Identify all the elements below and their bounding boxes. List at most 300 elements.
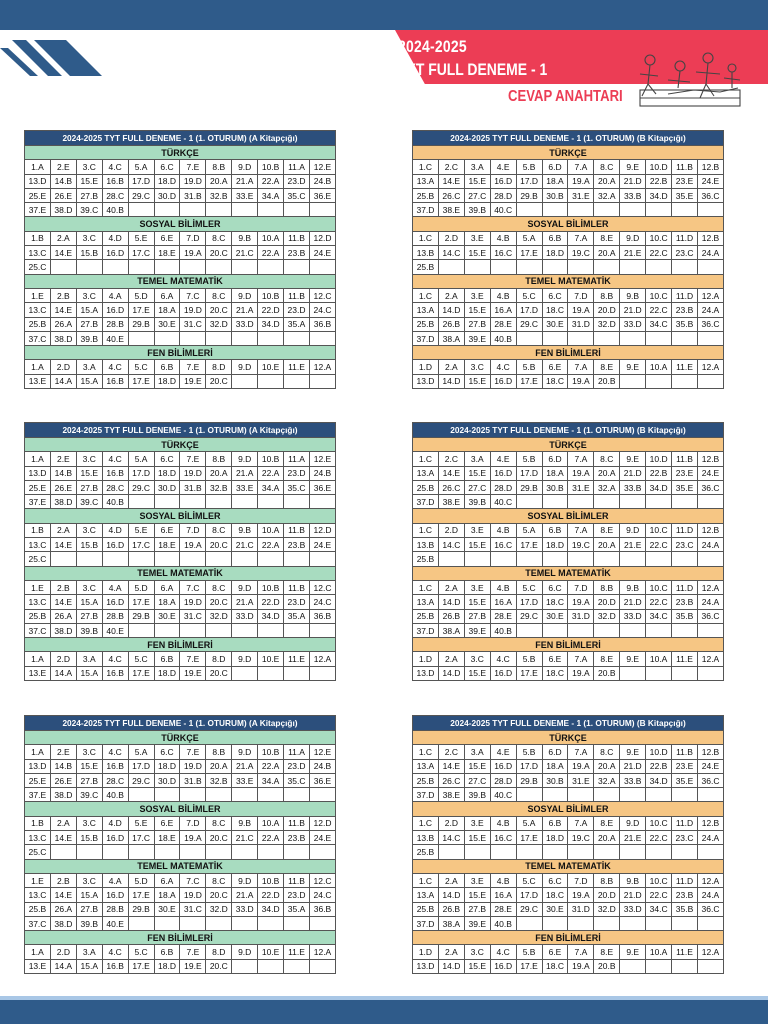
answer-cell: 18.D [154,374,180,388]
answer-cell: 16.D [102,246,128,260]
answer-cell: 35.C [284,773,310,787]
answer-cell: 11.D [672,523,698,537]
decorative-stripes [0,40,110,80]
answer-cell: 4.C [102,160,128,174]
answer-cell: 4.C [102,652,128,666]
answer-cell [464,552,490,566]
answer-cell: 22.D [258,888,284,902]
answer-cell: 1.C [413,816,439,830]
answer-cell: 23.D [284,466,310,480]
answer-cell: 10.A [646,652,672,666]
answer-cell: 10.E [258,360,284,374]
answer-cell: 1.C [413,288,439,302]
answer-cell: 18.D [154,666,180,680]
answer-cell: 21.E [620,246,646,260]
table-row [25,745,336,759]
answer-cell: 32.D [594,609,620,623]
answer-cell [284,374,310,388]
section-header: FEN BİLİMLERİ [413,931,724,945]
answer-cell: 7.D [568,288,594,302]
section-header: TEMEL MATEMATİK [25,274,336,288]
answer-cell: 12.B [697,745,723,759]
answer-cell: 1.D [413,945,439,959]
answer-cell: 39.B [76,331,102,345]
answer-cell: 30.E [154,902,180,916]
answer-cell: 23.D [284,888,310,902]
answer-cell [438,260,464,274]
answer-cell: 13.C [25,303,51,317]
answer-cell [646,788,672,802]
answer-cell [620,495,646,509]
answer-cell: 33.B [620,773,646,787]
section-header: SOSYAL BİLİMLER [413,509,724,523]
answer-cell: 24.A [697,246,723,260]
answer-cell: 8.C [594,745,620,759]
answer-cell: 25.B [413,773,439,787]
answer-cell: 30.B [542,188,568,202]
answer-cell: 17.D [516,888,542,902]
answer-cell: 34.A [258,773,284,787]
answer-cell: 13.E [25,374,51,388]
answer-cell [232,916,258,930]
answer-cell: 8.C [206,231,232,245]
answer-cell [232,666,258,680]
answer-cell: 6.B [154,360,180,374]
answer-cell: 15.B [76,831,102,845]
answer-cell: 15.E [464,595,490,609]
answer-cell: 26.E [50,188,76,202]
answer-cell: 13.D [413,666,439,680]
answer-cell: 23.E [672,466,698,480]
answer-cell: 4.D [102,816,128,830]
answer-cell: 38.D [50,623,76,637]
answer-cell: 22.A [258,831,284,845]
answer-cell: 8.C [206,873,232,887]
answer-cell: 7.A [568,231,594,245]
answer-cell [128,260,154,274]
answer-cell: 27.B [76,317,102,331]
answer-cell: 32.A [594,188,620,202]
answer-cell [180,623,206,637]
answer-cell: 24.B [309,174,335,188]
answer-cell: 20.A [206,759,232,773]
answer-cell: 12.B [697,160,723,174]
answer-cell: 2.A [50,231,76,245]
answer-cell: 26.C [438,188,464,202]
answer-cell: 32.A [594,773,620,787]
answer-cell: 13.C [25,888,51,902]
table-row [25,523,336,537]
answer-cell: 21.D [620,174,646,188]
answer-cell: 32.D [206,609,232,623]
answer-key-booklet-a-copy-3 [24,715,336,974]
answer-cell: 11.B [672,745,698,759]
answer-cell: 26.C [438,480,464,494]
answer-cell [206,203,232,217]
answer-cell: 17.E [516,374,542,388]
answer-key-booklet-b-copy-1 [412,130,724,389]
answer-cell: 11.B [284,288,310,302]
answer-cell: 8.C [206,288,232,302]
section-header: TEMEL MATEMATİK [413,566,724,580]
table-title: 2024-2025 TYT FULL DENEME - 1 (1. OTURUM) (B Kitapçığı) [413,131,724,146]
answer-cell: 2.D [50,652,76,666]
answer-cell: 16.A [490,303,516,317]
answer-cell [180,916,206,930]
answer-cell [258,374,284,388]
answer-cell: 5.B [516,652,542,666]
answer-cell: 27.B [464,317,490,331]
answer-cell: 5.B [516,745,542,759]
answer-cell [568,260,594,274]
answer-cell: 14.E [438,759,464,773]
answer-cell: 36.E [309,188,335,202]
answer-cell: 20.C [206,831,232,845]
answer-cell: 37.D [413,495,439,509]
answer-cell: 40.B [490,916,516,930]
answer-cell: 19.E [180,959,206,973]
answer-cell [284,260,310,274]
answer-cell: 9.D [232,873,258,887]
answer-cell: 9.D [232,580,258,594]
answer-cell: 4.B [490,231,516,245]
answer-cell: 9.E [620,160,646,174]
answer-cell: 3.C [76,452,102,466]
answer-cell: 20.A [206,466,232,480]
answer-cell: 4.D [102,523,128,537]
answer-cell [102,845,128,859]
answer-cell: 8.B [594,580,620,594]
answer-cell: 25.B [413,188,439,202]
answer-cell: 16.B [102,174,128,188]
table-row [413,523,724,537]
answer-cell: 28.C [102,188,128,202]
table-row [413,188,724,202]
table-row [413,745,724,759]
answer-cell: 29.C [516,902,542,916]
answer-cell: 27.B [76,188,102,202]
answer-cell: 9.D [232,288,258,302]
answer-cell: 9.E [620,452,646,466]
answer-cell: 13.A [413,888,439,902]
answer-cell: 29.B [516,480,542,494]
answer-cell: 9.D [620,231,646,245]
answer-cell: 21.A [232,303,258,317]
answer-cell: 20.D [594,888,620,902]
table-row [413,317,724,331]
answer-cell [206,495,232,509]
answer-cell: 14.C [438,831,464,845]
answer-cell: 14.E [50,888,76,902]
answer-cell: 34.C [646,902,672,916]
answer-cell: 12.A [697,652,723,666]
answer-cell: 33.D [232,902,258,916]
answer-cell: 39.E [464,623,490,637]
answer-cell: 25.C [25,552,51,566]
answer-cell: 38.A [438,331,464,345]
answer-cell: 8.C [206,816,232,830]
answer-cell: 12.C [309,873,335,887]
answer-cell: 16.A [490,888,516,902]
answer-cell [672,845,698,859]
answer-cell: 12.C [309,580,335,594]
answer-cell: 16.D [490,666,516,680]
answer-cell: 28.B [102,902,128,916]
answer-cell [284,916,310,930]
answer-cell [490,552,516,566]
answer-cell: 40.E [102,916,128,930]
table-row [413,203,724,217]
table-row [413,231,724,245]
answer-cell: 37.D [413,203,439,217]
answer-cell: 32.B [206,480,232,494]
section-header: FEN BİLİMLERİ [413,346,724,360]
answer-cell: 3.E [464,288,490,302]
answer-cell [594,552,620,566]
table-row [413,360,724,374]
answer-cell: 12.A [309,360,335,374]
answer-cell [646,495,672,509]
answer-cell: 3.E [464,580,490,594]
answer-cell: 12.B [697,523,723,537]
answer-cell: 9.D [232,452,258,466]
section-header: TEMEL MATEMATİK [413,274,724,288]
answer-cell: 23.D [284,595,310,609]
answer-cell: 28.D [490,480,516,494]
answer-cell: 4.C [102,945,128,959]
answer-cell: 18.C [542,374,568,388]
answer-cell [646,203,672,217]
answer-cell: 38.D [50,203,76,217]
answer-cell: 23.C [672,246,698,260]
answer-cell: 9.D [232,652,258,666]
answer-cell: 20.C [206,303,232,317]
answer-cell: 23.B [284,538,310,552]
answer-cell: 17.D [516,595,542,609]
answer-cell: 25.B [413,260,439,274]
answer-cell [50,260,76,274]
answer-cell: 35.B [672,902,698,916]
answer-cell: 5.A [516,816,542,830]
answer-cell: 37.E [25,788,51,802]
answer-cell: 20.A [594,831,620,845]
table-row [25,374,336,388]
answer-cell: 15.E [464,466,490,480]
answer-cell: 21.C [232,246,258,260]
answer-cell: 37.D [413,788,439,802]
answer-cell: 3.C [76,745,102,759]
answer-cell: 7.E [180,452,206,466]
answer-cell: 38.A [438,623,464,637]
answer-cell [672,331,698,345]
answer-cell: 1.A [25,945,51,959]
section-header: FEN BİLİMLERİ [413,638,724,652]
answer-cell: 16.D [490,374,516,388]
answer-cell: 11.D [672,873,698,887]
table-row [25,873,336,887]
answer-cell: 7.A [568,945,594,959]
answer-cell: 22.B [646,174,672,188]
answer-cell: 8.D [206,360,232,374]
answer-cell: 13.B [413,538,439,552]
answer-cell: 35.C [284,480,310,494]
answer-cell: 8.E [594,523,620,537]
answer-cell: 6.B [542,523,568,537]
answer-cell: 35.A [284,609,310,623]
answer-cell: 4.E [490,160,516,174]
answer-cell: 4.B [490,523,516,537]
answer-cell [154,552,180,566]
answer-cell [206,916,232,930]
table-row [25,303,336,317]
answer-cell: 6.D [542,160,568,174]
answer-cell: 2.A [438,873,464,887]
answer-cell: 11.D [672,288,698,302]
table-row [25,816,336,830]
answer-cell: 30.E [542,609,568,623]
answer-cell [542,495,568,509]
answer-cell: 17.D [516,174,542,188]
answer-cell: 36.C [697,902,723,916]
answer-cell: 36.B [309,609,335,623]
answer-cell: 11.E [672,945,698,959]
answer-cell: 9.D [232,745,258,759]
answer-cell: 23.B [284,831,310,845]
answer-cell: 3.C [76,816,102,830]
answer-cell: 20.A [594,174,620,188]
answer-cell: 10.A [258,231,284,245]
answer-cell [232,623,258,637]
answer-cell [568,552,594,566]
section-header: SOSYAL BİLİMLER [25,509,336,523]
answer-cell [516,623,542,637]
answer-cell [309,260,335,274]
answer-cell: 20.A [594,466,620,480]
answer-cell: 15.E [464,666,490,680]
answer-cell [309,666,335,680]
answer-cell [464,845,490,859]
answer-cell: 40.B [102,788,128,802]
answer-cell: 3.E [464,523,490,537]
answer-cell: 19.A [568,374,594,388]
answer-cell: 28.E [490,609,516,623]
answer-cell [206,788,232,802]
answer-cell: 7.D [180,231,206,245]
answer-cell: 20.A [594,538,620,552]
answer-cell: 38.A [438,916,464,930]
answer-cell: 16.B [102,666,128,680]
answer-cell: 14.E [438,174,464,188]
answer-cell: 12.D [309,231,335,245]
answer-cell: 10.B [258,873,284,887]
table-row [25,652,336,666]
table-row [25,831,336,845]
answer-cell [697,495,723,509]
answer-cell: 6.B [154,652,180,666]
answer-cell: 15.E [464,959,490,973]
answer-cell: 14.A [50,374,76,388]
answer-cell: 27.B [464,902,490,916]
answer-cell: 14.E [438,466,464,480]
answer-cell: 7.A [568,745,594,759]
answer-cell: 2.A [50,523,76,537]
answer-cell: 3.C [76,160,102,174]
answer-cell: 40.E [102,623,128,637]
answer-cell: 31.D [568,609,594,623]
answer-cell: 27.C [464,480,490,494]
answer-cell [232,331,258,345]
answer-cell: 5.C [516,288,542,302]
answer-cell: 33.D [620,317,646,331]
answer-cell: 4.C [102,360,128,374]
answer-cell: 12.E [309,160,335,174]
answer-cell: 6.B [154,945,180,959]
answer-cell [568,331,594,345]
answer-cell: 12.A [697,945,723,959]
answer-cell [154,623,180,637]
table-title: 2024-2025 TYT FULL DENEME - 1 (1. OTURUM) (A Kitapçığı) [25,716,336,731]
answer-cell: 7.E [180,360,206,374]
answer-cell: 37.C [25,331,51,345]
answer-cell: 33.E [232,773,258,787]
answer-cell: 22.C [646,246,672,260]
table-title: 2024-2025 TYT FULL DENEME - 1 (1. OTURUM) (B Kitapçığı) [413,716,724,731]
answer-cell: 25.B [413,317,439,331]
answer-cell: 17.D [516,466,542,480]
table-row [413,331,724,345]
answer-cell: 19.A [568,595,594,609]
answer-cell: 29.C [516,609,542,623]
answer-cell: 20.C [206,666,232,680]
answer-cell [128,916,154,930]
answer-cell: 1.E [25,873,51,887]
answer-cell: 9.B [620,873,646,887]
answer-cell: 38.E [438,495,464,509]
answer-cell: 5.E [128,816,154,830]
answer-cell: 4.B [490,873,516,887]
answer-cell: 33.D [232,609,258,623]
answer-cell: 1.D [413,360,439,374]
answer-cell: 15.E [464,831,490,845]
answer-cell: 40.C [490,495,516,509]
answer-cell [309,374,335,388]
answer-cell [180,331,206,345]
answer-cell: 39.B [464,495,490,509]
answer-cell: 3.A [76,652,102,666]
answer-cell: 16.D [490,959,516,973]
answer-cell: 23.E [672,174,698,188]
answer-cell: 27.B [76,480,102,494]
answer-cell: 17.E [516,246,542,260]
answer-cell: 23.B [672,888,698,902]
table-row [413,666,724,680]
answer-cell: 6.A [154,288,180,302]
answer-cell: 26.A [50,317,76,331]
answer-cell [697,959,723,973]
answer-cell [284,495,310,509]
answer-cell: 19.A [568,888,594,902]
answer-cell: 7.E [180,945,206,959]
answer-cell: 17.C [128,538,154,552]
answer-cell: 2.D [50,945,76,959]
answer-cell [672,959,698,973]
answer-cell: 22.A [258,466,284,480]
answer-cell: 33.D [620,609,646,623]
answer-cell: 6.E [154,231,180,245]
table-row [25,188,336,202]
banner-year: 2024-2025 [398,37,467,56]
answer-cell: 5.B [516,160,542,174]
